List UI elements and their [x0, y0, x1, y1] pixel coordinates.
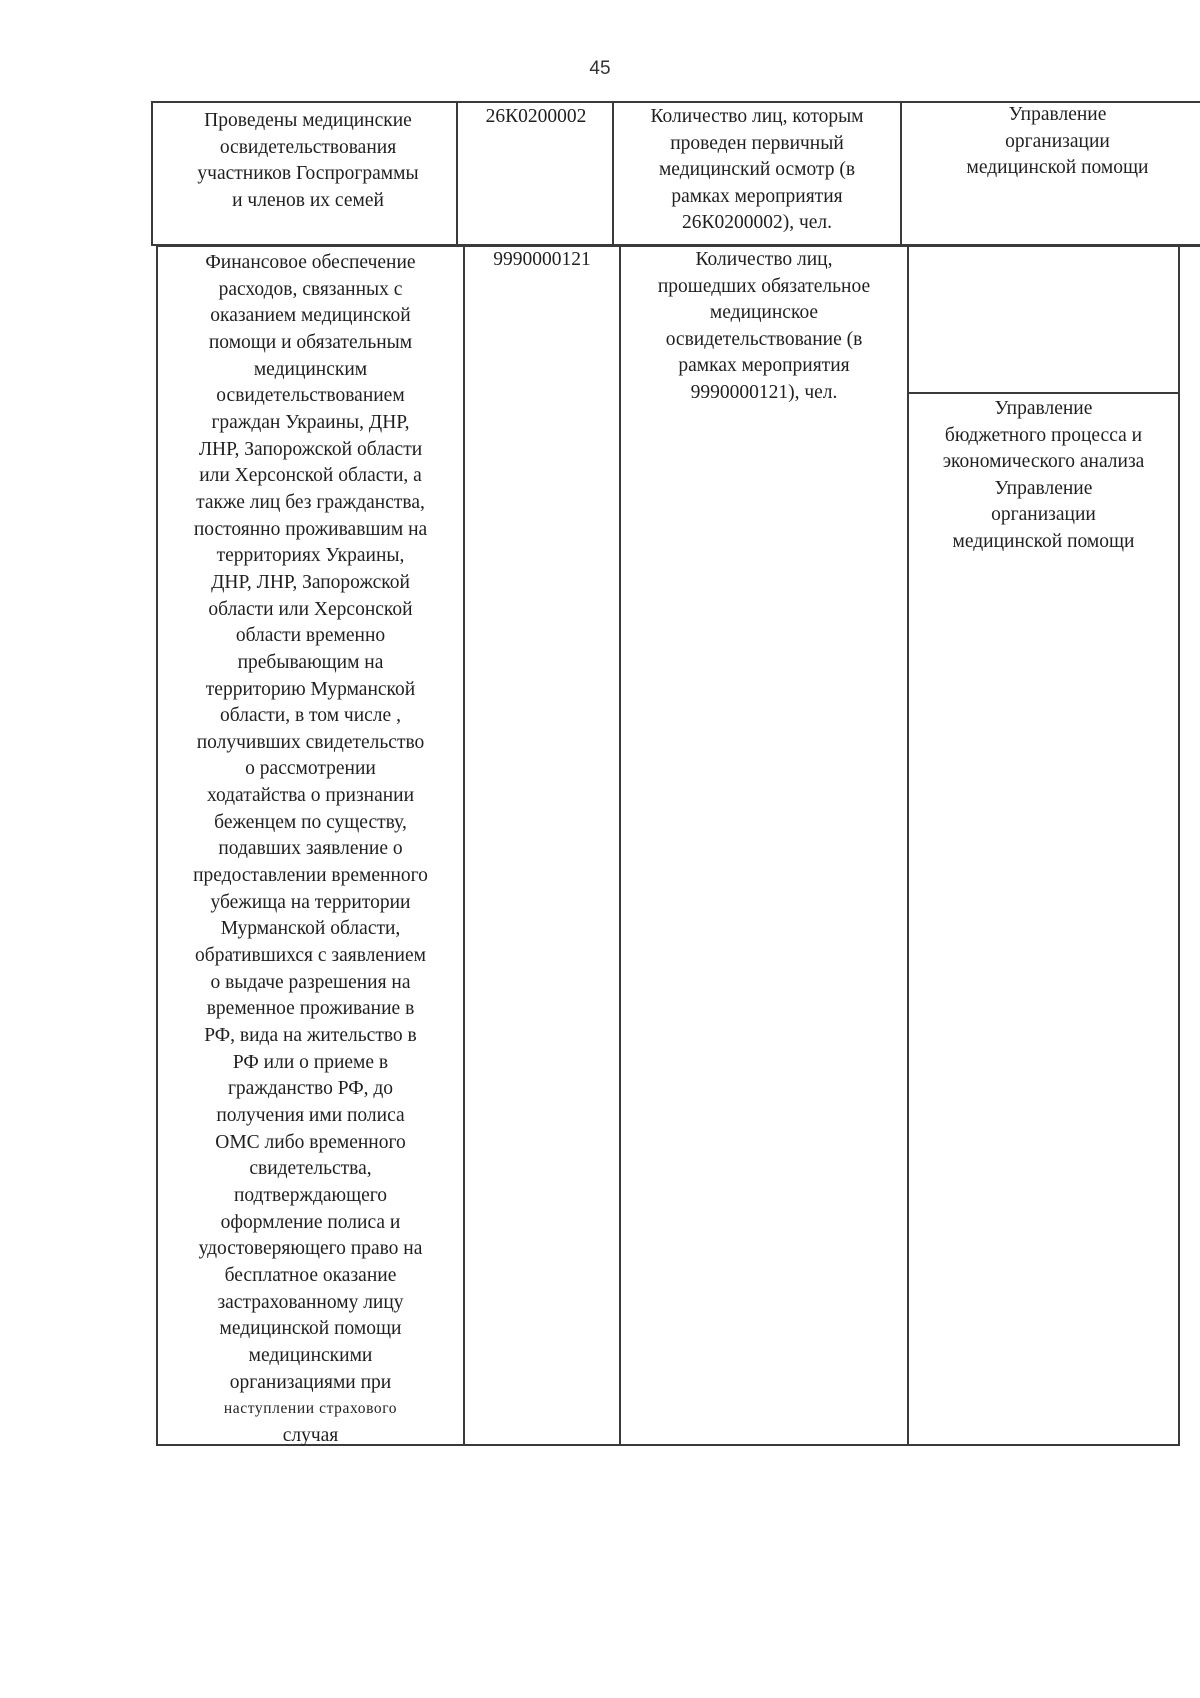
row2-event-line: медицинским	[253, 358, 368, 380]
row2-responsible-line: экономического анализа	[942, 451, 1145, 473]
row2-event-line: временное проживание в	[206, 998, 415, 1020]
row1-event-line: освидетельствования	[219, 136, 397, 158]
row2-event-line: также лиц без гражданства,	[196, 491, 425, 513]
row2-event-line: РФ, вида на жительство в	[204, 1025, 417, 1047]
row2-responsible-line: бюджетного процесса и	[944, 424, 1143, 446]
row2-event-line: ходатайства о признании	[206, 785, 415, 807]
row2-event-line: гражданство РФ, до	[227, 1078, 394, 1100]
row2-event-line: свидетельства,	[249, 1158, 372, 1180]
row2-responsible-line: Управление	[994, 477, 1093, 499]
row2-event-line: убежища на территории	[210, 891, 411, 913]
row2-indicator-line: рамках мероприятия	[678, 355, 850, 377]
row2-indicator-line: освидетельствование (в	[665, 328, 863, 350]
row2-event-line: обратившихся с заявлением	[195, 945, 426, 967]
row2-event-line: ДНР, ЛНР, Запорожской	[211, 571, 410, 593]
row2-event-line: оказанием медицинской	[210, 305, 411, 327]
row1-responsible-line: Управление	[1008, 104, 1107, 125]
row2-event-line: бесплатное оказание	[224, 1264, 397, 1286]
row2-event-line: получивших свидетельство	[196, 731, 425, 753]
row1-indicator-cell	[614, 104, 900, 237]
row2-event-line: застрахованному лицу	[217, 1291, 404, 1313]
row2-event-line: подтверждающего	[233, 1184, 388, 1206]
row2-event-line: оформление полиса и	[220, 1211, 401, 1233]
row2-event-line: территорию Мурманской	[205, 678, 416, 700]
row1-responsible-cell	[902, 102, 1200, 182]
row2-responsible-cell	[909, 396, 1178, 556]
row2-event-line: наступлении страхового	[223, 1400, 398, 1418]
row1-code: 26К0200002	[485, 106, 587, 127]
row2-event-line: предоставлении временного	[193, 865, 428, 887]
row1-event-line: участников Госпрограммы	[197, 163, 419, 185]
row1-responsible-line: организации	[1005, 130, 1110, 152]
row2-event-line: территориях Украины,	[216, 545, 405, 567]
row2-event-line: медицинской помощи	[219, 1318, 402, 1340]
row2-event-line: медицинскими	[248, 1344, 373, 1366]
row2-event-line: постоянно проживавшим на	[193, 518, 428, 540]
row2-event-line: или Херсонской области, а	[199, 465, 422, 487]
row2-event-line: случая	[282, 1424, 339, 1446]
row2-event-line: освидетельствованием	[216, 385, 405, 407]
row2-event-line: о рассмотрении	[245, 758, 376, 780]
row2-event-line: о выдаче разрешения на	[210, 971, 411, 993]
row1-event-cell	[158, 108, 458, 214]
row2-event-line: расходов, связанных с	[218, 278, 403, 300]
row2-event-line: области временно	[235, 625, 386, 647]
row1-event-line: и членов их семей	[232, 189, 384, 211]
page-number: 45	[589, 58, 611, 79]
row2-event-line: РФ или о приеме в	[232, 1051, 389, 1073]
row2-event-line: Мурманской области,	[220, 918, 401, 940]
row1-indicator-line: медицинский осмотр (в	[658, 159, 856, 181]
row2-indicator-cell	[621, 247, 907, 407]
row2-event-line: ОМС либо временного	[215, 1131, 406, 1153]
row1-indicator-line: 26К0200002), чел.	[681, 212, 833, 234]
row1-responsible-line: медицинской помощи	[966, 157, 1149, 179]
row2-code: 9990000121	[493, 249, 591, 270]
row2-indicator-line: медицинское	[709, 302, 819, 324]
row2-event-line: области или Херсонской	[208, 598, 413, 620]
row1-indicator-line: проведен первичный	[670, 132, 844, 154]
row2-event-line: пребывающим на	[237, 651, 384, 673]
row1-indicator-line: Количество лиц, которым	[650, 106, 864, 127]
row2-event-line: Финансовое обеспечение	[205, 252, 416, 273]
row2-indicator-line: прошедших обязательное	[657, 275, 871, 297]
row2-event-line: ЛНР, Запорожской области	[198, 438, 423, 460]
row2-event-line: организациями при	[229, 1371, 392, 1393]
row2-responsible-line: организации	[991, 504, 1096, 526]
row2-event-line: подавших заявление о	[218, 838, 403, 860]
row2-event-line: области, в том числе ,	[220, 705, 401, 727]
row2-responsible-line: медицинской помощи	[952, 530, 1135, 552]
row2-event-line: помощи и обязательным	[208, 331, 413, 353]
row1-event-line: Проведены медицинские	[204, 110, 412, 131]
row2-event-line: беженцем по существу,	[214, 811, 407, 833]
row2-event-line: граждан Украины, ДНР,	[211, 411, 410, 433]
row2-event-line: удостоверяющего право на	[198, 1238, 423, 1260]
row1-code-cell	[458, 104, 614, 131]
row2-responsible-line: Управление	[994, 398, 1093, 419]
row2-code-cell	[465, 247, 619, 274]
row2-event-line: получения ими полиса	[216, 1105, 405, 1126]
row2-indicator-line: Количество лиц,	[695, 249, 833, 270]
row2-event-cell	[158, 250, 463, 1450]
row1-indicator-line: рамках мероприятия	[671, 185, 843, 207]
row2-indicator-line: 9990000121), чел.	[690, 381, 838, 403]
